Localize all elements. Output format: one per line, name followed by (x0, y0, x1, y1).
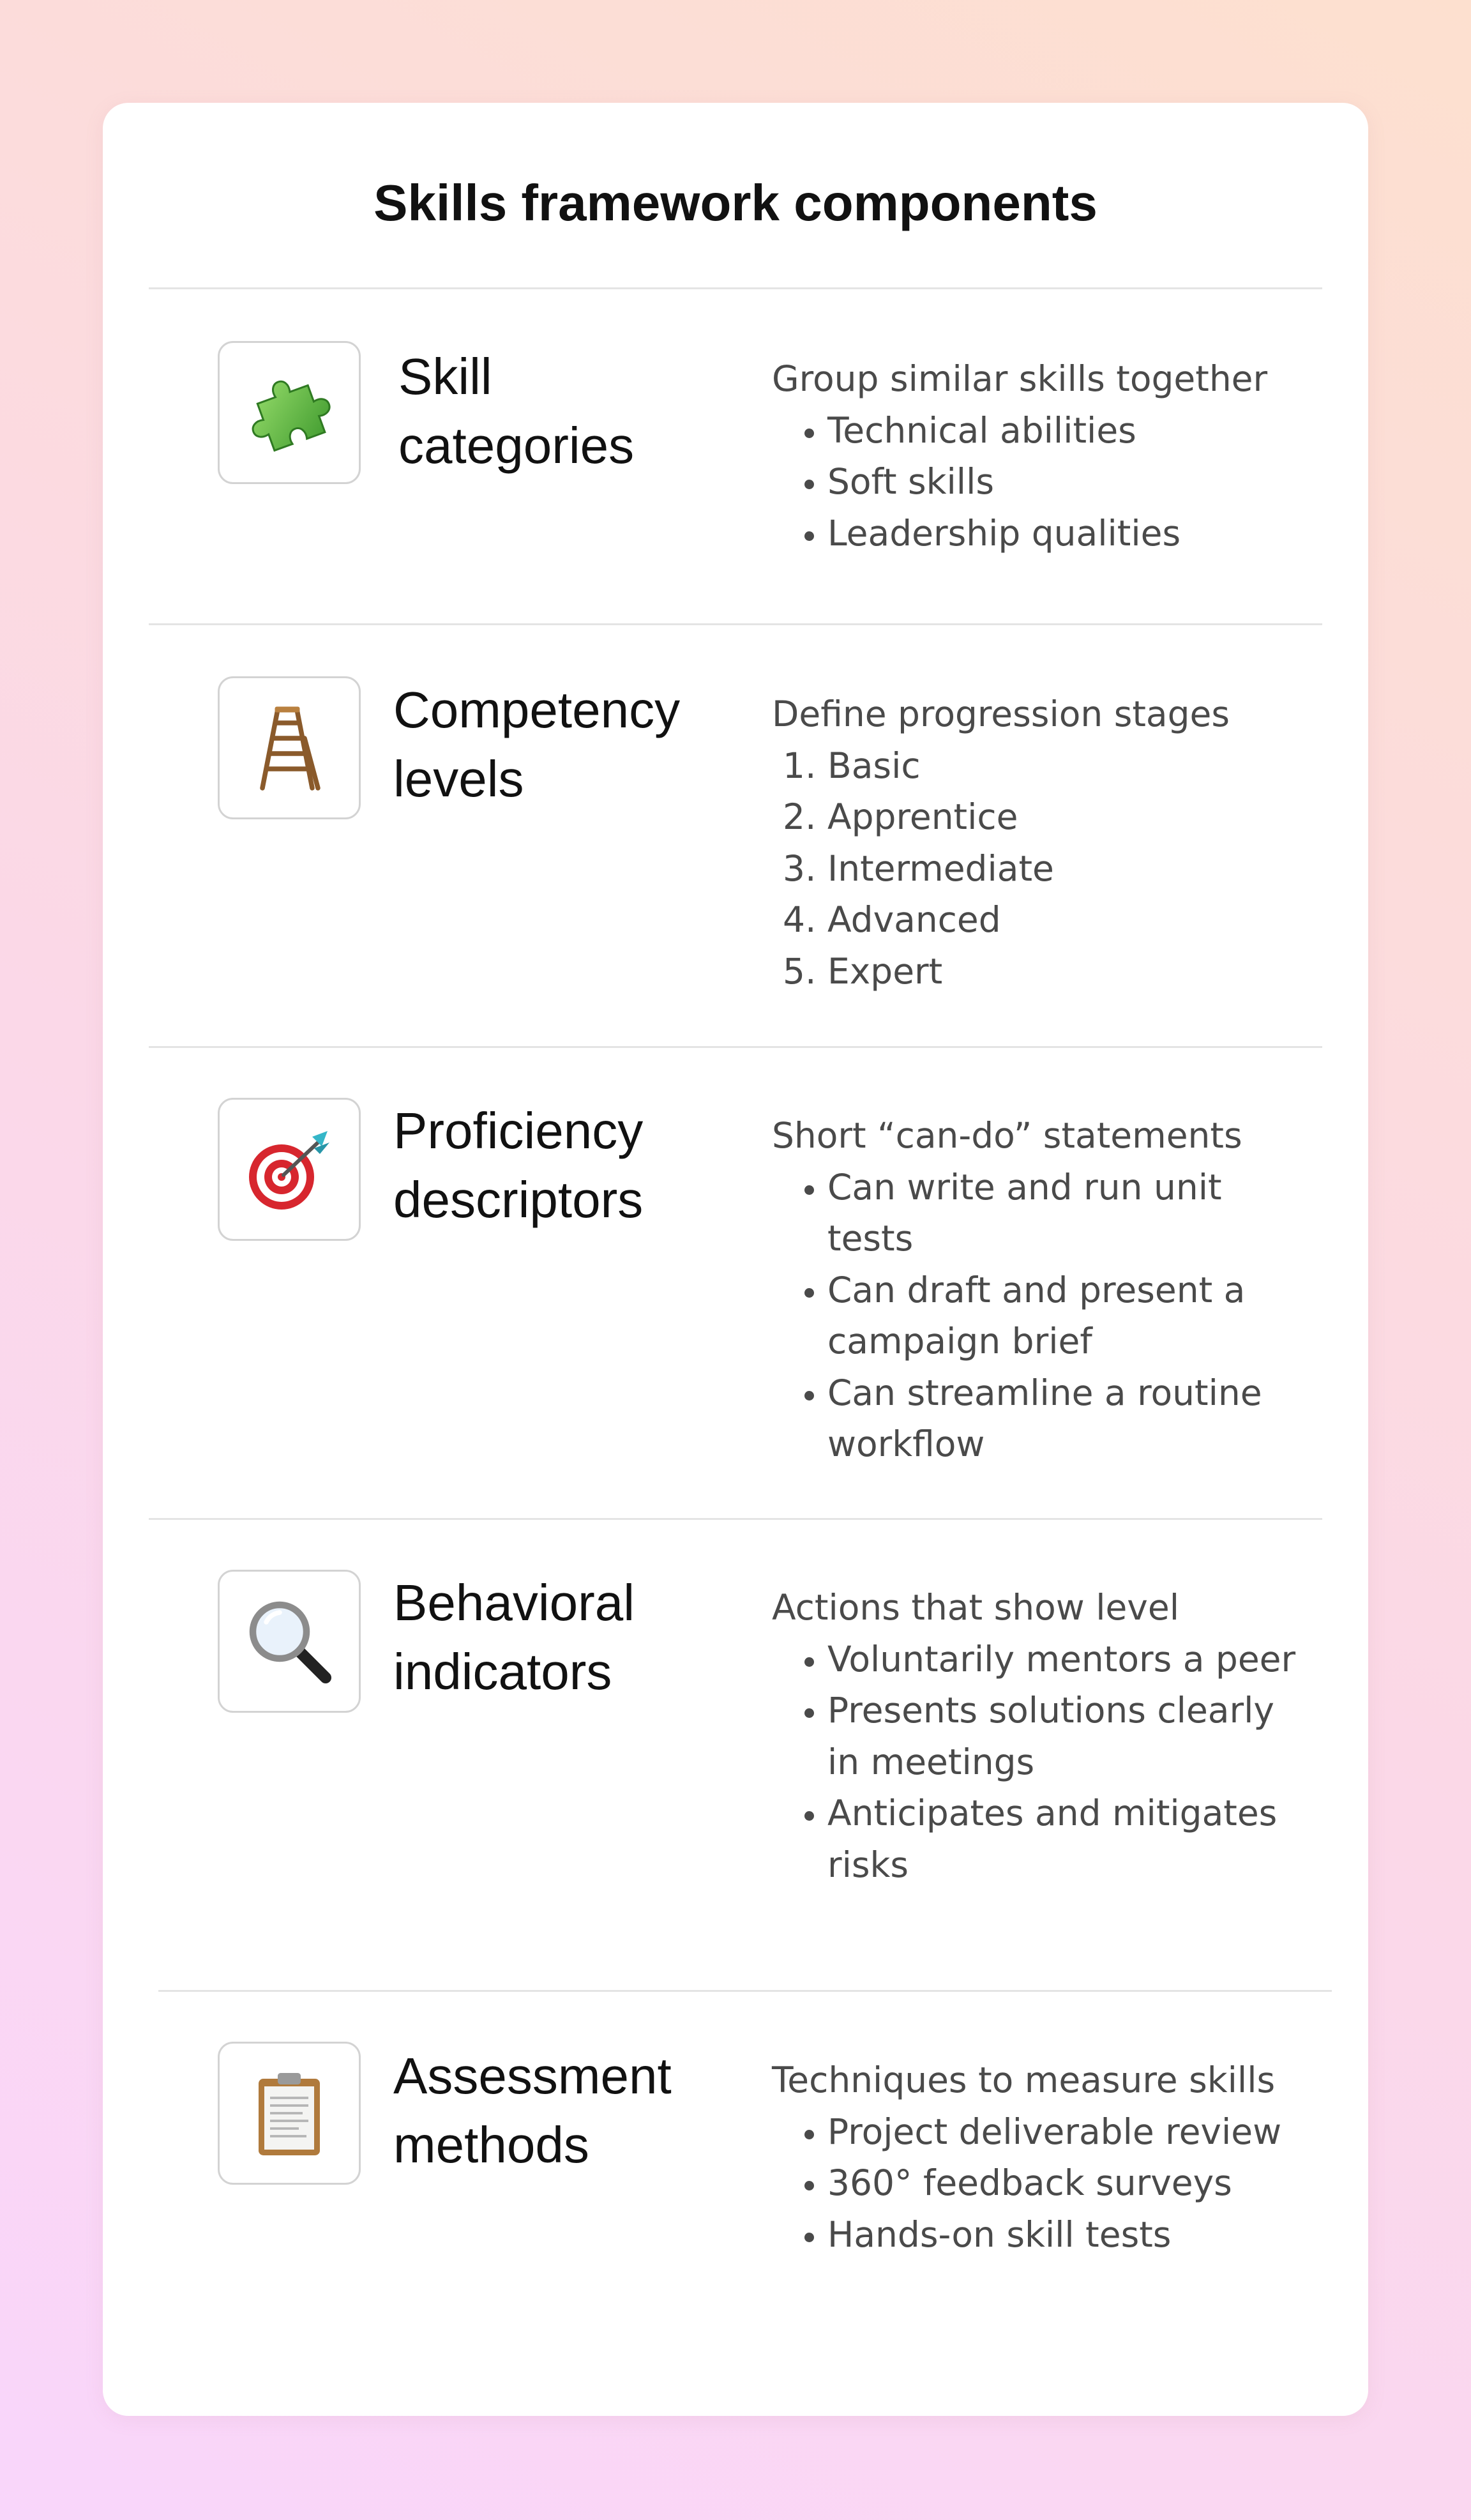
component-description-competency-levels (772, 688, 1302, 997)
component-description-proficiency-descriptors (772, 1110, 1302, 1470)
title-line: Assessment (393, 2047, 672, 2104)
list-item: • Voluntarily mentors a peer (827, 1634, 1302, 1685)
title-line: Behavioral (393, 1574, 635, 1631)
description-intro: Define progression stages (772, 694, 1230, 734)
bullet-list (772, 405, 1302, 559)
title-line: methods (393, 2116, 589, 2173)
description-intro: Actions that show level (772, 1587, 1179, 1628)
component-description-assessment-methods (772, 2054, 1302, 2260)
divider (158, 1990, 1332, 1992)
assessment-methods-icon-box (218, 2042, 361, 2185)
page-title: Skills framework components (373, 174, 1098, 231)
clipboard-icon (241, 2065, 337, 2161)
description-intro: Techniques to measure skills (772, 2060, 1276, 2100)
bullet-list (772, 1162, 1302, 1470)
description-intro: Short “can-do” statements (772, 1115, 1242, 1156)
divider (149, 1046, 1322, 1048)
component-description-behavioral-indicators (772, 1582, 1302, 1890)
title-line: indicators (393, 1643, 612, 1700)
list-item: 3. Intermediate (827, 843, 1302, 895)
component-title-assessment-methods (393, 2042, 776, 2180)
component-title-skill-categories (398, 342, 781, 480)
magnifying-glass-icon (241, 1593, 337, 1689)
numbered-list (772, 740, 1302, 998)
list-item: • 360° feedback surveys (827, 2157, 1302, 2209)
puzzle-piece-icon (241, 365, 337, 460)
list-item: • Presents solutions clearly in meetings (827, 1685, 1302, 1788)
skill-categories-icon-box (218, 341, 361, 484)
proficiency-descriptors-icon-box (218, 1098, 361, 1241)
list-item: • Can draft and present a campaign brief (827, 1264, 1302, 1367)
list-item: • Leadership qualities (827, 508, 1302, 559)
list-item: • Project deliverable review (827, 2106, 1302, 2158)
competency-levels-icon-box (218, 676, 361, 819)
divider (149, 287, 1322, 289)
divider (149, 1518, 1322, 1520)
title-line: descriptors (393, 1171, 644, 1228)
list-item: • Can write and run unit tests (827, 1162, 1302, 1264)
list-item: • Anticipates and mitigates risks (827, 1788, 1302, 1890)
list-item: • Soft skills (827, 456, 1302, 508)
component-title-competency-levels (393, 676, 776, 814)
title-line: Skill (398, 348, 492, 405)
title-line: levels (393, 750, 524, 807)
component-title-proficiency-descriptors (393, 1097, 776, 1234)
target-dart-icon (241, 1121, 337, 1217)
list-item: 1. Basic (827, 740, 1302, 792)
behavioral-indicators-icon-box (218, 1570, 361, 1713)
ladder-icon (241, 700, 337, 796)
component-title-behavioral-indicators (393, 1568, 776, 1706)
list-item: • Hands-on skill tests (827, 2209, 1302, 2261)
description-intro: Group similar skills together (772, 358, 1268, 399)
title-line: Proficiency (393, 1102, 644, 1159)
component-description-skill-categories (772, 353, 1302, 559)
list-item: 5. Expert (827, 946, 1302, 998)
list-item: 4. Advanced (827, 894, 1302, 946)
title-line: Competency (393, 681, 681, 738)
title-line: categories (398, 417, 635, 474)
list-item: • Technical abilities (827, 405, 1302, 457)
list-item: 2. Apprentice (827, 791, 1302, 843)
list-item: • Can streamline a routine workflow (827, 1367, 1302, 1470)
bullet-list (772, 2106, 1302, 2261)
divider (149, 623, 1322, 625)
bullet-list (772, 1634, 1302, 1891)
